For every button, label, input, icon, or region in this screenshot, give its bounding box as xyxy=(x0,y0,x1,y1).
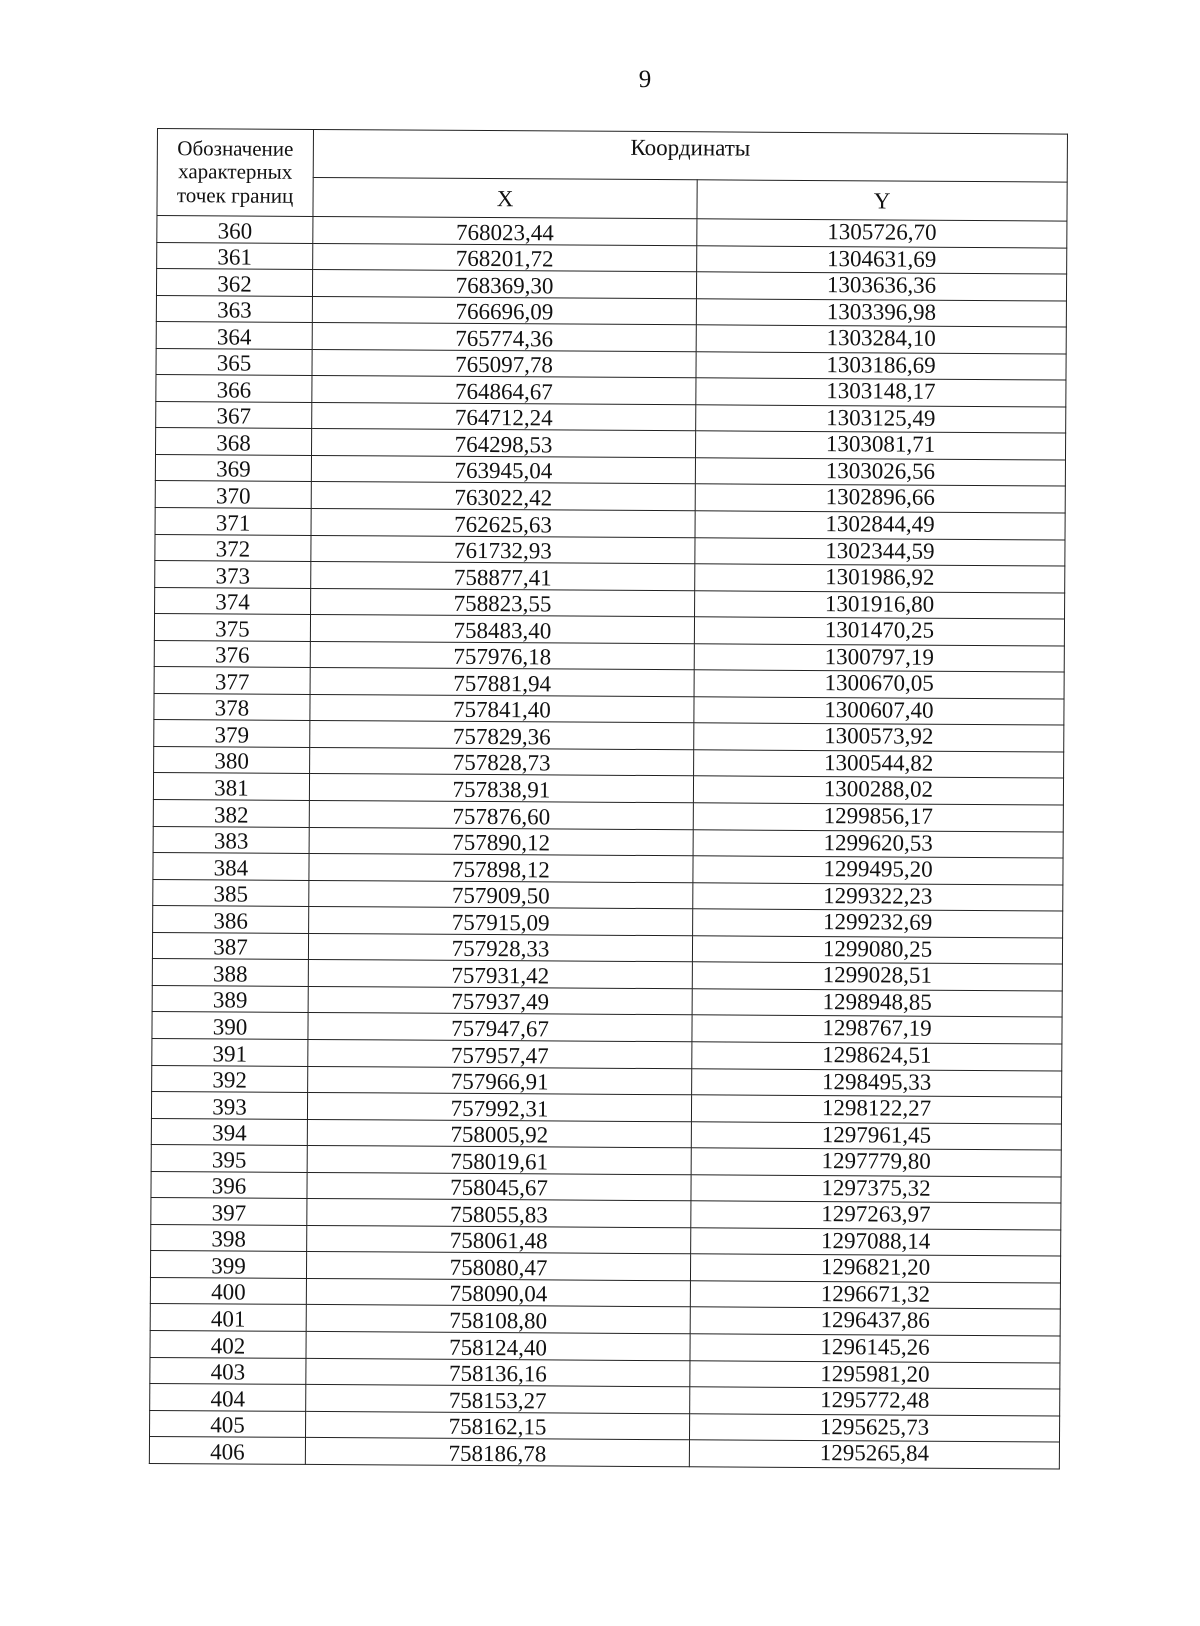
point-cell: 362 xyxy=(156,269,312,296)
table-row xyxy=(149,1437,1059,1469)
y-coordinate-cell: 1303026,56 xyxy=(695,458,1065,487)
x-coordinate-cell: 758877,41 xyxy=(311,562,695,591)
y-coordinate-cell: 1295981,20 xyxy=(690,1360,1060,1389)
x-coordinate-cell: 758080,47 xyxy=(306,1252,690,1281)
x-coordinate-cell: 768369,30 xyxy=(312,270,696,299)
y-coordinate-cell: 1300797,19 xyxy=(694,644,1064,673)
x-coordinate-cell: 761732,93 xyxy=(311,535,695,564)
y-coordinate-cell: 1299232,69 xyxy=(693,909,1063,938)
y-coordinate-cell: 1295772,48 xyxy=(690,1387,1060,1416)
point-cell: 360 xyxy=(157,216,313,243)
y-coordinate-cell: 1303186,69 xyxy=(696,352,1066,381)
y-coordinate-cell: 1299028,51 xyxy=(692,962,1062,991)
y-coordinate-cell: 1298495,33 xyxy=(692,1068,1062,1097)
y-coordinate-cell: 1296145,26 xyxy=(690,1334,1060,1363)
y-coordinate-cell: 1302896,66 xyxy=(695,484,1065,513)
page-number: 9 xyxy=(638,66,652,93)
y-coordinate-cell: 1299322,23 xyxy=(693,882,1063,911)
x-coordinate-cell: 758019,61 xyxy=(307,1146,691,1175)
x-coordinate-cell: 757909,50 xyxy=(309,880,693,909)
point-cell: 380 xyxy=(154,746,310,773)
y-coordinate-cell: 1299620,53 xyxy=(693,829,1063,858)
point-cell: 383 xyxy=(153,826,309,853)
x-coordinate-cell: 763022,42 xyxy=(311,482,695,511)
point-cell: 375 xyxy=(154,614,310,641)
x-coordinate-cell: 757957,47 xyxy=(308,1039,692,1068)
point-cell: 385 xyxy=(153,879,309,906)
y-coordinate-cell: 1298948,85 xyxy=(692,989,1062,1018)
x-coordinate-cell: 762625,63 xyxy=(311,508,695,537)
point-cell: 382 xyxy=(153,800,309,827)
x-coordinate-cell: 757947,67 xyxy=(308,1013,692,1042)
x-coordinate-cell: 758108,80 xyxy=(306,1305,690,1334)
point-cell: 388 xyxy=(152,959,308,986)
y-coordinate-cell: 1304631,69 xyxy=(697,245,1067,274)
x-coordinate-cell: 766696,09 xyxy=(312,296,696,325)
y-coordinate-cell: 1298767,19 xyxy=(692,1015,1062,1044)
point-cell: 364 xyxy=(156,322,312,349)
point-cell: 387 xyxy=(152,932,308,959)
y-coordinate-cell: 1301916,80 xyxy=(695,590,1065,619)
point-cell: 379 xyxy=(154,720,310,747)
y-coordinate-cell: 1299856,17 xyxy=(693,803,1063,832)
y-coordinate-cell: 1301986,92 xyxy=(695,564,1065,593)
point-cell: 397 xyxy=(151,1198,307,1225)
point-cell: 403 xyxy=(150,1357,306,1384)
point-cell: 381 xyxy=(153,773,309,800)
table-body xyxy=(149,216,1067,1469)
y-column-header: Y xyxy=(697,180,1067,221)
x-coordinate-cell: 764712,24 xyxy=(312,402,696,431)
x-coordinate-cell: 757915,09 xyxy=(309,907,693,936)
x-coordinate-cell: 758186,78 xyxy=(305,1438,689,1467)
point-cell: 368 xyxy=(156,428,312,455)
point-cell: 367 xyxy=(156,401,312,428)
y-coordinate-cell: 1300573,92 xyxy=(694,723,1064,752)
point-cell: 405 xyxy=(150,1410,306,1437)
x-coordinate-cell: 757881,94 xyxy=(310,668,694,697)
coordinates-header: Координаты xyxy=(313,129,1067,182)
x-column-header: X xyxy=(313,177,697,218)
point-cell: 363 xyxy=(156,295,312,322)
coordinates-table xyxy=(149,128,1068,1469)
point-cell: 404 xyxy=(150,1384,306,1411)
y-coordinate-cell: 1297961,45 xyxy=(691,1121,1061,1150)
x-coordinate-cell: 758055,83 xyxy=(307,1199,691,1228)
x-coordinate-cell: 758153,27 xyxy=(306,1384,690,1413)
y-coordinate-cell: 1303396,98 xyxy=(696,298,1066,327)
x-coordinate-cell: 758045,67 xyxy=(307,1172,691,1201)
point-cell: 395 xyxy=(151,1145,307,1172)
y-coordinate-cell: 1299080,25 xyxy=(692,936,1062,965)
y-coordinate-cell: 1303148,17 xyxy=(696,378,1066,407)
y-coordinate-cell: 1300607,40 xyxy=(694,697,1064,726)
table-header xyxy=(157,129,1068,222)
x-coordinate-cell: 757898,12 xyxy=(309,854,693,883)
y-coordinate-cell: 1303081,71 xyxy=(695,431,1065,460)
point-cell: 374 xyxy=(155,587,311,614)
point-cell: 369 xyxy=(155,454,311,481)
point-cell: 398 xyxy=(151,1224,307,1251)
point-cell: 396 xyxy=(151,1171,307,1198)
x-coordinate-cell: 758136,16 xyxy=(306,1358,690,1387)
y-coordinate-cell: 1300544,82 xyxy=(694,750,1064,779)
y-coordinate-cell: 1298122,27 xyxy=(691,1095,1061,1124)
point-designation-header: Обозначение характерных точек границ xyxy=(157,129,314,217)
y-coordinate-cell: 1300670,05 xyxy=(694,670,1064,699)
y-coordinate-cell: 1303636,36 xyxy=(696,272,1066,301)
y-coordinate-cell: 1297779,80 xyxy=(691,1148,1061,1177)
point-cell: 391 xyxy=(152,1038,308,1065)
point-cell: 377 xyxy=(154,667,310,694)
point-cell: 394 xyxy=(151,1118,307,1145)
point-cell: 406 xyxy=(149,1437,305,1464)
x-coordinate-cell: 758162,15 xyxy=(306,1411,690,1440)
point-cell: 376 xyxy=(154,640,310,667)
x-coordinate-cell: 757931,42 xyxy=(308,960,692,989)
y-coordinate-cell: 1296437,86 xyxy=(690,1307,1060,1336)
y-coordinate-cell: 1297263,97 xyxy=(691,1201,1061,1230)
x-coordinate-cell: 758005,92 xyxy=(307,1119,691,1148)
x-coordinate-cell: 757937,49 xyxy=(308,986,692,1015)
y-coordinate-cell: 1297088,14 xyxy=(691,1228,1061,1257)
point-cell: 372 xyxy=(155,534,311,561)
y-coordinate-cell: 1298624,51 xyxy=(692,1042,1062,1071)
point-cell: 373 xyxy=(155,561,311,588)
x-coordinate-cell: 757838,91 xyxy=(309,774,693,803)
point-cell: 390 xyxy=(152,1012,308,1039)
x-coordinate-cell: 757829,36 xyxy=(310,721,694,750)
point-cell: 392 xyxy=(152,1065,308,1092)
x-coordinate-cell: 758061,48 xyxy=(307,1225,691,1254)
y-coordinate-cell: 1295265,84 xyxy=(689,1440,1059,1469)
point-cell: 400 xyxy=(150,1277,306,1304)
x-coordinate-cell: 757876,60 xyxy=(309,800,693,829)
point-cell: 378 xyxy=(154,693,310,720)
y-coordinate-cell: 1297375,32 xyxy=(691,1174,1061,1203)
point-cell: 386 xyxy=(153,906,309,933)
x-coordinate-cell: 765774,36 xyxy=(312,323,696,352)
y-coordinate-cell: 1301470,25 xyxy=(694,617,1064,646)
y-coordinate-cell: 1296671,32 xyxy=(690,1281,1060,1310)
x-coordinate-cell: 757976,18 xyxy=(310,641,694,670)
x-coordinate-cell: 758124,40 xyxy=(306,1331,690,1360)
point-cell: 393 xyxy=(151,1092,307,1119)
point-cell: 384 xyxy=(153,853,309,880)
x-coordinate-cell: 768201,72 xyxy=(313,243,697,272)
point-cell: 389 xyxy=(152,985,308,1012)
point-cell: 361 xyxy=(157,242,313,269)
y-coordinate-cell: 1296821,20 xyxy=(690,1254,1060,1283)
x-coordinate-cell: 764864,67 xyxy=(312,376,696,405)
y-coordinate-cell: 1303125,49 xyxy=(696,405,1066,434)
x-coordinate-cell: 768023,44 xyxy=(313,216,697,245)
point-cell: 402 xyxy=(150,1330,306,1357)
x-coordinate-cell: 758483,40 xyxy=(310,615,694,644)
point-cell: 371 xyxy=(155,508,311,535)
x-coordinate-cell: 763945,04 xyxy=(311,455,695,484)
y-coordinate-cell: 1295625,73 xyxy=(689,1413,1059,1442)
x-coordinate-cell: 757992,31 xyxy=(307,1092,691,1121)
point-cell: 401 xyxy=(150,1304,306,1331)
x-coordinate-cell: 757966,91 xyxy=(308,1066,692,1095)
x-coordinate-cell: 757828,73 xyxy=(310,747,694,776)
point-cell: 366 xyxy=(156,375,312,402)
point-cell: 370 xyxy=(155,481,311,508)
y-coordinate-cell: 1305726,70 xyxy=(697,219,1067,248)
y-coordinate-cell: 1302344,59 xyxy=(695,537,1065,566)
x-coordinate-cell: 757928,33 xyxy=(308,933,692,962)
x-coordinate-cell: 758090,04 xyxy=(306,1278,690,1307)
x-coordinate-cell: 758823,55 xyxy=(311,588,695,617)
y-coordinate-cell: 1303284,10 xyxy=(696,325,1066,354)
x-coordinate-cell: 764298,53 xyxy=(312,429,696,458)
x-coordinate-cell: 757890,12 xyxy=(309,827,693,856)
x-coordinate-cell: 765097,78 xyxy=(312,349,696,378)
y-coordinate-cell: 1299495,20 xyxy=(693,856,1063,885)
y-coordinate-cell: 1302844,49 xyxy=(695,511,1065,540)
x-coordinate-cell: 757841,40 xyxy=(310,694,694,723)
point-cell: 365 xyxy=(156,348,312,375)
point-cell: 399 xyxy=(150,1251,306,1278)
y-coordinate-cell: 1300288,02 xyxy=(693,776,1063,805)
